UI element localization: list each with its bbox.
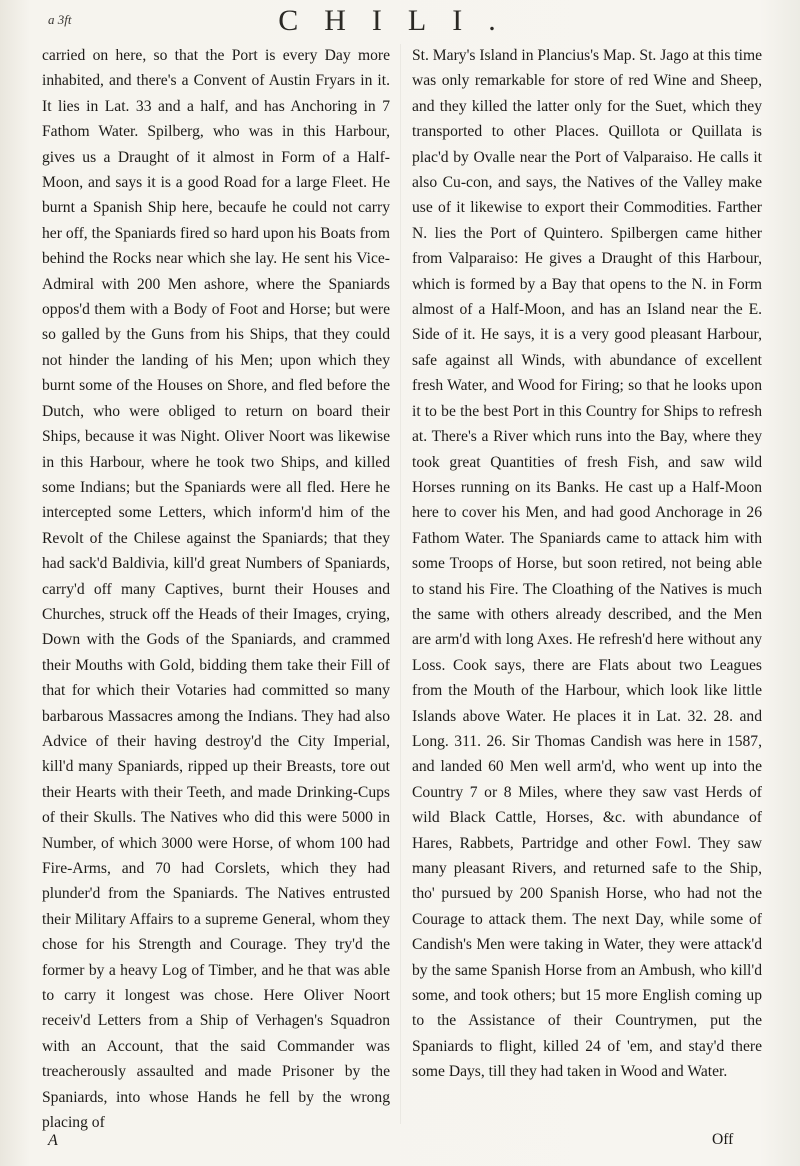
signature-mark: A	[48, 1132, 58, 1149]
running-head: CHILI.	[278, 4, 522, 37]
page-edge-mark: a 3ft	[48, 12, 72, 27]
column-gutter	[400, 44, 401, 1124]
left-column	[42, 43, 390, 1135]
right-column	[412, 43, 762, 1085]
left-column-text: carried on here, so that the Port is every Day more inhabited, and there's a Convent of Austin Fryars in it. It lies in Lat. 33 and a half, and has Anchoring in 7 Fathom Water. Spilberg, who was in this Harbour, gives us a Draught of it almost in Form of a Half-Moon, and says it is a good Road for a large Fleet. He burnt a Spanish Ship here, becaufe he could not carry her off, the Spaniards fired so hard upon his Boats from behind the Rocks near which she lay. He sent his Vice-Admiral with 200 Men ashore, where the Spaniards oppos'd them with a Body of Foot and Horse; but were so galled by the Guns from his Ships, that they could not hinder the landing of his Men; upon which they burnt some of the Houses on Shore, and fled before the Dutch, who were obliged to return on board their Ships, because it was Night. Oliver Noort was likewise in this Harbour, where he took two Ships, and killed some Indians; but the Spaniards were all fled. Here he intercepted some Letters, which inform'd him of the Revolt of the Chilese against the Spaniards; that they had sack'd Baldivia, kill'd great Numbers of Spaniards, carry'd off many Captives, burnt their Houses and Churches, struck off the Heads of their Images, crying, Down with the Gods of the Spaniards, and crammed their Mouths with Gold, bidding them take their Fill of that for which their Votaries had committed so many barbarous Massacres among the Indians. They had also Advice of their having destroy'd the City Imperial, kill'd many Spaniards, ripped up their Breasts, tore out their Hearts with their Teeth, and made Drinking-Cups of their Skulls. The Natives who did this were 5000 in Number, of which 3000 were Horse, of whom 100 had Fire-Arms, and 70 had Corslets, which they had plunder'd from the Spaniards. The Natives entrusted their Military Affairs to a supreme General, whom they chose for his Strength and Courage. They try'd the former by a heavy Log of Timber, and he that was able to carry it longest was chose. Here Oliver Noort receiv'd Letters from a Ship of Verhagen's Squadron with an Account, that the said Commander was treacherously assaulted and made Prisoner by the Spaniards, into whose Hands he fell by the wrong placing of	[42, 47, 390, 1132]
right-column-text: St. Mary's Island in Plancius's Map. St. Jago at this time was only remarkable for store of red Wine and Sheep, and they killed the latter only for the Suet, which they transported to other Places. Quillota or Quillata is plac'd by Ovalle near the Port of Valparaiso. He calls it also Cu-con, and says, the Natives of the Valley make use of it likewise to export their Commodities. Farther N. lies the Port of Quintero. Spilbergen came hither from Valparaiso: He gives a Draught of this Harbour, which is formed by a Bay that opens to the N. in Form almost of a Half-Moon, and has an Island near the E. Side of it. He says, it is a very good pleasant Harbour, safe against all Winds, with abundance of excellent fresh Water, and Wood for Firing; so that he looks upon it to be the best Port in this Country for Ships to refresh at. There's a River which runs into the Bay, where they took great Quantities of fresh Fish, and saw wild Horses running on its Banks. He cast up a Half-Moon here to cover his Men, and had good Anchorage in 26 Fathom Water. The Spaniards came to attack him with some Troops of Horse, but soon retired, not being able to stand his Fire. The Cloathing of the Natives is much the same with others already described, and the Men are arm'd with long Axes. He refresh'd here without any Loss. Cook says, there are Flats about two Leagues from the Mouth of the Harbour, which look like little Islands above Water. He places it in Lat. 32. 28. and Long. 311. 26. Sir Thomas Candish was here in 1587, and landed 60 Men well arm'd, who went up into the Country 7 or 8 Miles, where they saw vast Herds of wild Black Cattle, Horses, &c. with abundance of Hares, Rabbets, Partridge and other Fowl. They saw many pleasant Rivers, and returned safe to the Ship, tho' pursued by 200 Spanish Horse, who had not the Courage to attack them. The next Day, while some of Candish's Men were taking in Water, they were attack'd by the same Spanish Horse from an Ambush, who kill'd some, and took others; but 15 more English coming up to the Assistance of their Countrymen, put the Spaniards to flight, killed 24 of 'em, and stay'd there some Days, till they had taken in Wood and Water.	[412, 47, 762, 1081]
catchword: Off	[712, 1131, 734, 1148]
